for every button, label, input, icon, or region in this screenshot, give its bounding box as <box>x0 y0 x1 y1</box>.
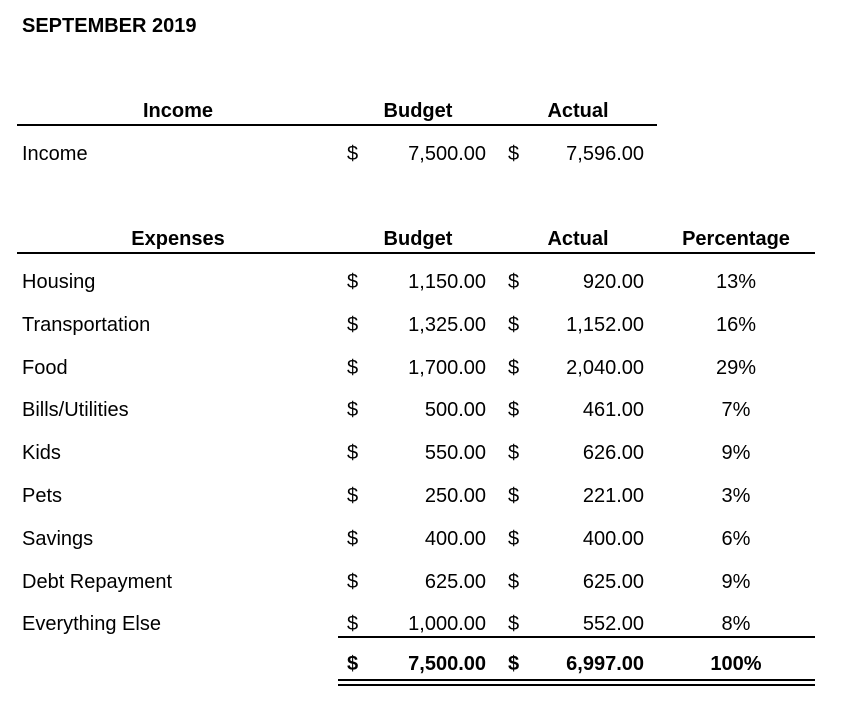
expense-actual-value: 2,040.00 <box>566 357 644 379</box>
expense-budget-currency: $ <box>347 399 359 421</box>
total-double-rule-lower <box>338 684 815 686</box>
total-double-rule-upper <box>338 679 815 681</box>
expense-actual-currency: $ <box>508 399 520 421</box>
expense-actual-currency: $ <box>508 485 520 507</box>
total-actual-value: 6,997.00 <box>566 653 644 675</box>
expense-budget-value: 400.00 <box>424 528 486 550</box>
expense-actual-value: 1,152.00 <box>566 314 644 336</box>
expense-budget-value: 1,150.00 <box>408 271 486 293</box>
expense-actual-currency: $ <box>508 442 520 464</box>
expense-budget-currency: $ <box>347 571 359 593</box>
expense-row-label: Transportation <box>22 314 151 336</box>
total-budget-currency: $ <box>347 653 359 675</box>
expense-actual-currency: $ <box>508 528 520 550</box>
expense-actual-value: 552.00 <box>582 613 644 635</box>
expense-actual-value: 920.00 <box>582 271 644 293</box>
expense-budget-currency: $ <box>347 271 359 293</box>
expense-budget-value: 250.00 <box>424 485 486 507</box>
expense-actual-value: 400.00 <box>582 528 644 550</box>
total-budget-value: 7,500.00 <box>408 653 486 675</box>
expenses-header-rule <box>17 252 815 254</box>
expense-row-label: Bills/Utilities <box>22 399 129 421</box>
total-top-rule <box>338 636 815 638</box>
income-row-label: Income <box>22 143 88 165</box>
expense-row-label: Housing <box>22 271 96 293</box>
expense-percentage: 8% <box>721 613 751 635</box>
expense-actual-value: 461.00 <box>582 399 644 421</box>
expense-percentage: 16% <box>715 314 757 336</box>
expense-actual-currency: $ <box>508 613 520 635</box>
expense-percentage: 13% <box>715 271 757 293</box>
expenses-percentage-header: Percentage <box>682 228 790 250</box>
total-actual-currency: $ <box>508 653 520 675</box>
expense-row-label: Everything Else <box>22 613 161 635</box>
expenses-actual-header: Actual <box>547 228 609 250</box>
expense-actual-currency: $ <box>508 571 520 593</box>
income-budget-header: Budget <box>383 100 453 122</box>
expense-budget-currency: $ <box>347 613 359 635</box>
expense-percentage: 7% <box>721 399 751 421</box>
income-budget-value: 7,500.00 <box>408 143 486 165</box>
expense-actual-currency: $ <box>508 271 520 293</box>
expense-budget-currency: $ <box>347 357 359 379</box>
income-actual-currency: $ <box>508 143 520 165</box>
income-header: Income <box>142 100 214 122</box>
income-actual-value: 7,596.00 <box>566 143 644 165</box>
income-actual-header: Actual <box>547 100 609 122</box>
expense-budget-value: 1,325.00 <box>408 314 486 336</box>
expense-row-label: Food <box>22 357 68 379</box>
expense-budget-value: 625.00 <box>424 571 486 593</box>
expense-row-label: Debt Repayment <box>22 571 173 593</box>
expense-budget-value: 1,700.00 <box>408 357 486 379</box>
expense-budget-currency: $ <box>347 314 359 336</box>
expense-percentage: 6% <box>721 528 751 550</box>
expense-budget-currency: $ <box>347 442 359 464</box>
expense-budget-currency: $ <box>347 485 359 507</box>
expense-actual-value: 626.00 <box>582 442 644 464</box>
expenses-budget-header: Budget <box>383 228 453 250</box>
expense-percentage: 3% <box>721 485 751 507</box>
expense-row-label: Pets <box>22 485 63 507</box>
expense-actual-value: 625.00 <box>582 571 644 593</box>
expense-budget-currency: $ <box>347 528 359 550</box>
expense-percentage: 9% <box>721 442 751 464</box>
expense-actual-currency: $ <box>508 314 520 336</box>
page-title: SEPTEMBER 2019 <box>22 15 197 37</box>
expense-row-label: Kids <box>22 442 61 464</box>
expense-actual-currency: $ <box>508 357 520 379</box>
income-header-rule <box>17 124 657 126</box>
total-percentage: 100% <box>710 653 762 675</box>
expense-actual-value: 221.00 <box>582 485 644 507</box>
expense-percentage: 29% <box>715 357 757 379</box>
expenses-header: Expenses <box>131 228 225 250</box>
expense-budget-value: 550.00 <box>424 442 486 464</box>
income-budget-currency: $ <box>347 143 359 165</box>
expense-row-label: Savings <box>22 528 94 550</box>
expense-percentage: 9% <box>721 571 751 593</box>
expense-budget-value: 1,000.00 <box>408 613 486 635</box>
expense-budget-value: 500.00 <box>424 399 486 421</box>
